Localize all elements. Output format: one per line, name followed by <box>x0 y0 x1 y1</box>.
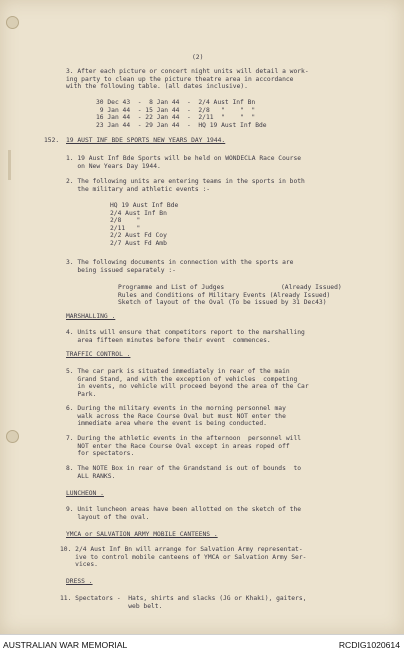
page-number: (2) <box>192 54 204 61</box>
document-list-item: Programme and List of Judges (Already Issued) <box>118 284 342 291</box>
archive-footer <box>0 634 404 654</box>
cleanup-table-row: 16 Jan 44 - 22 Jan 44 - 2/11 " " " <box>96 114 256 121</box>
paragraph-1-line: 1. 19 Aust Inf Bde Sports will be held on WONDECLA Race Course <box>66 155 302 162</box>
paragraph-10-line: ive to control mobile canteens of YMCA or Salvation Army Ser- <box>60 553 307 561</box>
punch-hole <box>6 16 19 29</box>
punch-hole <box>6 430 19 443</box>
item-3-line: ing party to clean up the picture theatre area in accordance <box>66 75 294 83</box>
document-list-item: Sketch of layout of the Oval (To be issued by 31 Dec43) <box>118 299 327 306</box>
paragraph-11-line: 11. Spectators - Hats, shirts and slacks (JG or Khaki), gaiters, <box>60 595 307 602</box>
section-number: 152. <box>44 137 60 144</box>
paragraph-8-line: ALL RANKS. <box>66 472 116 480</box>
footer-reference-id: RCDIG1020614 <box>338 640 400 650</box>
unit-list-item: 2/7 Aust Fd Amb <box>110 239 167 247</box>
cleanup-table-row: 9 Jan 44 - 15 Jan 44 - 2/8 " " " <box>96 106 256 114</box>
item-3-line: 3. After each picture or concert night units will detail a work- <box>66 68 309 75</box>
paragraph-11-line: web belt. <box>60 602 163 610</box>
unit-list-item: 2/2 Aust Fd Coy <box>110 232 167 239</box>
paragraph-7-line: 7. During the athletic events in the afternoon personnel will <box>66 435 302 442</box>
paragraph-1-line: on New Years Day 1944. <box>66 162 161 170</box>
luncheon-heading: LUNCHEON . <box>66 490 104 497</box>
canteens-heading: YMCA or SALVATION ARMY MOBILE CANTEENS . <box>66 531 218 538</box>
paragraph-3-line: 3. The following documents in connection with the sports are <box>66 259 294 266</box>
paragraph-10-line: 10. 2/4 Aust Inf Bn will arrange for Salvation Army representat- <box>60 546 303 553</box>
marshalling-heading: MARSHALLING . <box>66 313 116 320</box>
paragraph-6-line: walk across the Race Course Oval but must NOT enter the <box>66 412 286 420</box>
unit-list-item: 2/11 " <box>110 224 141 232</box>
paragraph-7-line: for spectators. <box>66 450 135 457</box>
unit-list-item: 2/8 " <box>110 217 141 224</box>
paragraph-5-line: Grand Stand, and with the exception of vehicles competing <box>66 375 298 383</box>
paragraph-2-line: 2. The following units are entering teams in the sports in both <box>66 178 305 185</box>
dress-heading: DRESS . <box>66 578 93 585</box>
document-list-item: Rules and Conditions of Military Events (Already Issued) <box>118 291 331 299</box>
section-heading: 19 AUST INF BDE SPORTS NEW YEARS DAY 1944. <box>66 137 226 144</box>
item-3-line: with the following table. (all dates inclusive). <box>66 83 248 90</box>
paragraph-9-line: 9. Unit luncheon areas have been allotted on the sketch of the <box>66 506 302 513</box>
paragraph-7-line: NOT enter the Race Course Oval except in areas roped off <box>66 442 290 450</box>
cleanup-table-row: 30 Dec 43 - 8 Jan 44 - 2/4 Aust Inf Bn <box>96 99 256 106</box>
paragraph-2-line: the military and athletic events :- <box>66 185 211 193</box>
paragraph-6-line: 6. During the military events in the morning personnel may <box>66 405 286 412</box>
paragraph-4-line: 4. Units will ensure that competitors report to the marshalling <box>66 329 305 336</box>
cleanup-table-row: 23 Jan 44 - 29 Jan 44 - HQ 19 Aust Inf Bde <box>96 121 267 129</box>
binding-mark <box>8 150 11 180</box>
paragraph-3-line: being issued separately :- <box>66 266 176 274</box>
unit-list-item: 2/4 Aust Inf Bn <box>110 209 167 217</box>
paragraph-6-line: immediate area where the event is being conducted. <box>66 420 267 427</box>
traffic-heading: TRAFFIC CONTROL . <box>66 351 131 358</box>
footer-institution: AUSTRALIAN WAR MEMORIAL <box>3 640 128 650</box>
paragraph-8-line: 8. The NOTE Box in rear of the Grandstand is out of bounds to <box>66 465 302 472</box>
unit-list-item: HQ 19 Aust Inf Bde <box>110 202 179 209</box>
paragraph-5-line: in events, no vehicle will proceed beyond the area of the Car <box>66 383 309 390</box>
paragraph-5-line: 5. The car park is situated immediately in rear of the main <box>66 368 290 375</box>
paragraph-10-line: vices. <box>60 561 98 568</box>
paragraph-9-line: layout of the oval. <box>66 513 150 521</box>
paragraph-5-line: Park. <box>66 390 97 398</box>
paragraph-4-line: area fifteen minutes before their event commences. <box>66 336 271 344</box>
